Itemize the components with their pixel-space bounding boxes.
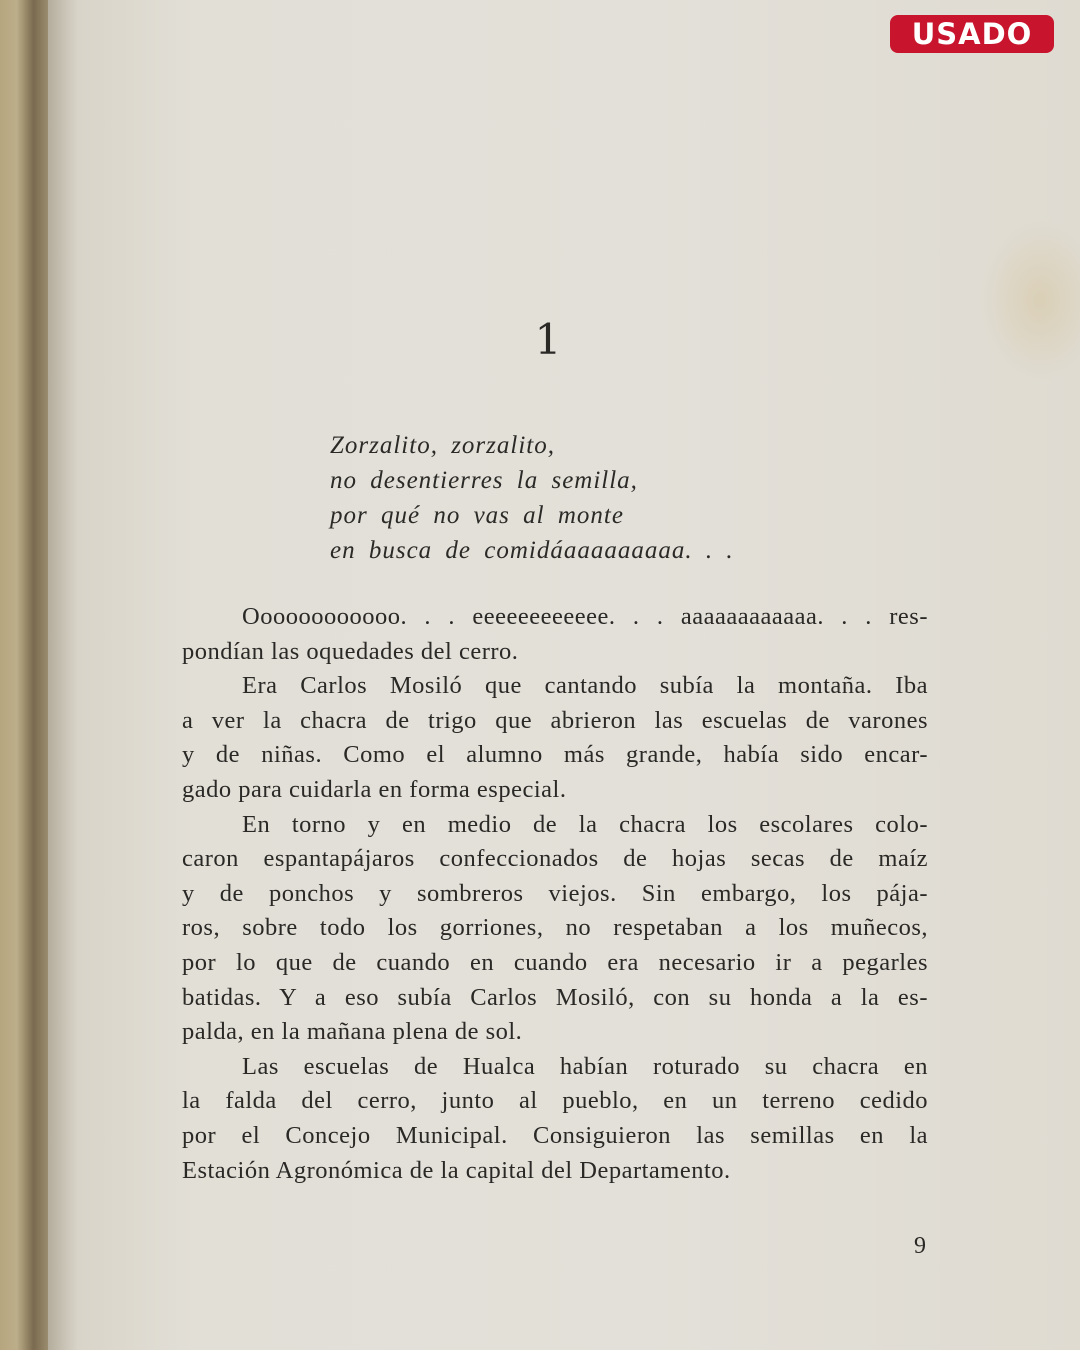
text-line: palda, en la mañana plena de sol. bbox=[182, 1018, 523, 1046]
used-badge: USADO bbox=[890, 15, 1054, 53]
poem-line: Zorzalito, zorzalito, bbox=[330, 432, 555, 459]
text-line: y de ponchos y sombreros viejos. Sin embargo, los pája- bbox=[182, 879, 928, 907]
book-binding bbox=[0, 0, 48, 1350]
text-line: por lo que de cuando en cuando era necesario ir a pegarles bbox=[182, 948, 928, 976]
text-line: a ver la chacra de trigo que abrieron las escuelas de varones bbox=[182, 706, 928, 734]
text-line: ros, sobre todo los gorriones, no respetaban a los muñecos, bbox=[182, 914, 928, 942]
body-text bbox=[182, 600, 928, 1188]
poem-line: por qué no vas al monte bbox=[330, 502, 624, 529]
paper-stain bbox=[980, 220, 1080, 380]
poem-line: en busca de comidáaaaaaaaaa. . . bbox=[330, 537, 734, 564]
text-line: pondían las oquedades del cerro. bbox=[182, 637, 519, 665]
text-line: Oooooooooooo. . . eeeeeeeeeeee. . . aaaaaaaaaaaa. . . res- bbox=[242, 603, 928, 630]
text-line: En torno y en medio de la chacra los escolares colo- bbox=[242, 810, 928, 838]
poem-stanza bbox=[330, 428, 850, 568]
text-line: caron espantapájaros confeccionados de hojas secas de maíz bbox=[182, 845, 928, 873]
binding-shadow bbox=[48, 0, 78, 1350]
text-line: gado para cuidarla en forma especial. bbox=[182, 775, 567, 803]
text-line: Era Carlos Mosiló que cantando subía la montaña. Iba bbox=[242, 672, 928, 700]
chapter-number: 1 bbox=[534, 315, 562, 364]
text-line: y de niñas. Como el alumno más grande, había sido encar- bbox=[182, 741, 928, 769]
page-number: 9 bbox=[914, 1233, 926, 1259]
poem-line: no desentierres la semilla, bbox=[330, 467, 638, 494]
text-line: por el Concejo Municipal. Consiguieron las semillas en la bbox=[182, 1121, 928, 1149]
text-line: Estación Agronómica de la capital del Departamento. bbox=[182, 1156, 731, 1184]
text-line: la falda del cerro, junto al pueblo, en un terreno cedido bbox=[182, 1087, 928, 1115]
text-line: batidas. Y a eso subía Carlos Mosiló, con su honda a la es- bbox=[182, 983, 928, 1011]
text-line: Las escuelas de Hualca habían roturado su chacra en bbox=[242, 1052, 928, 1080]
